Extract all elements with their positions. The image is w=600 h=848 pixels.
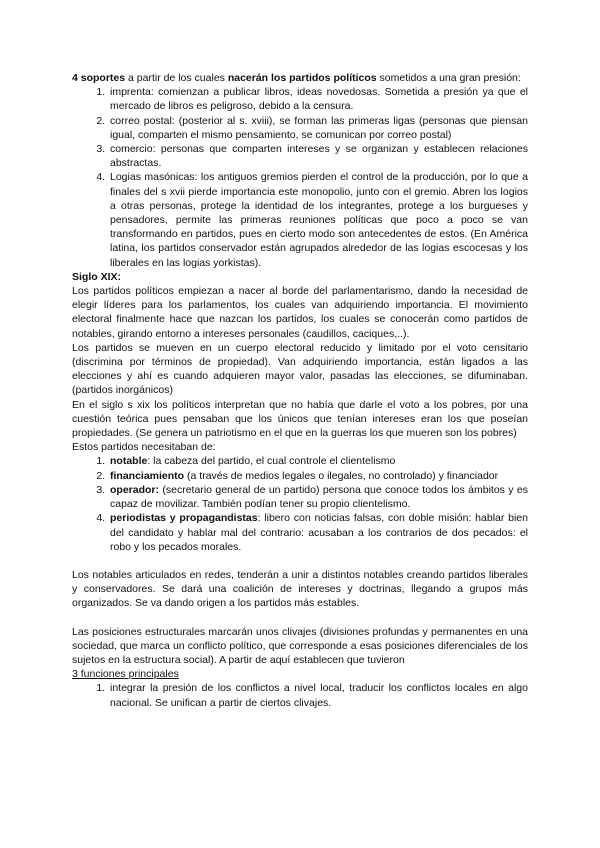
necesidad-term: periodistas y propagandistas: [110, 512, 258, 525]
necesidad-text: (secretario general de un partido) persona que conoce todos los ámbitos y es capaz de movilizar. También podían tener su propio clientelismo.: [110, 483, 528, 511]
funciones-heading: 3 funciones principales: [72, 668, 179, 681]
spacer: [72, 554, 528, 568]
spacer: [72, 611, 528, 625]
notables-paragraph: Los notables articulados en redes, tenderán a unir a distintos notables creando partidos liberales y conservadores. Se dará una coalición de intereses y doctrinas, llegando a grupos más organizados. Se va dando origen a los partidos más estables.: [72, 568, 528, 610]
funcion-item: 1. integrar la presión de los conflictos a nivel local, traducir los conflictos locales en algo nacional. Se unifican a partir de ciertos clivajes.: [108, 681, 528, 709]
siglo-paragraph-3: En el siglo s xix los políticos interpretan que no había que darle el voto a los pobres, por una cuestión teórica pues pensaban que los únicos que tenían intereses eran los que poseían propiedades. (Se genera un patriotismo en el que en la guerras los que mueren son los pobres): [72, 398, 528, 440]
intro-bold-phrase: nacerán los partidos políticos: [227, 72, 377, 84]
siglo-heading: Siglo XIX:: [72, 270, 122, 283]
clivajes-paragraph: Las posiciones estructurales marcarán unos clivajes (divisiones profundas y permanentes en una sociedad, que marca un conflicto político, que corresponde a esas posiciones diferenciales de los sujetos en la estructura social). A partir de aquí establecen que tuvieron: [72, 625, 528, 666]
necesidad-text: (a través de medios legales o ilegales, no controlado) y financiador: [184, 469, 499, 482]
soportes-list: [72, 85, 528, 270]
necesidad-term: notable: [110, 455, 148, 468]
necesidad-item: [108, 483, 528, 511]
intro-lead-bold: 4 soportes: [72, 72, 126, 84]
siglo-paragraph-2: Los partidos se mueven en un cuerpo electoral reducido y limitado por el voto censitario (discrimina por términos de propiedad). Van adquiriendo importancia, están ligados a las elecciones y ahí es cuando adquieren mayor valor, pasadas las elecciones, se difuminaban. (partidos inorgánicos): [72, 341, 528, 397]
necesidad-item: [108, 469, 528, 483]
soporte-item: 4. Logias masónicas: los antiguos gremios pierden el control de la producción, por lo que a finales del s xvii pierde importancia este monopolio, junto con el gremio. Abren los logios a otras personas, protege la identidad de los integrantes, protege a los burgueses y pensadores, permite las primeras reuniones políticas que poco a poco se van transformando en partidos, pues en cierto modo son antecedentes de estos. (En América latina, los partidos conservador están agrupados alrededor de las logias escocesas y los liberales en las logias yorkistas).: [108, 170, 528, 269]
necesidad-text: : la cabeza del partido, el cual controle el clientelismo: [147, 455, 396, 468]
siglo-paragraph-1: Los partidos políticos empiezan a nacer al borde del parlamentarismo, dando la necesidad de elegir líderes para los parlamentos, los cuales van adquiriendo importancia. El movimiento electoral finalmente hace que nazcan los partidos, los cuales se conocerán como partidos de notables, girando entorno a intereses personales (caudillos, caciques,..).: [72, 285, 528, 340]
document-page: [72, 71, 528, 710]
soporte-item: 2. correo postal: (posterior al s. xviii), se forman las primeras ligas (personas que piensan igual, comparten el mismo pensamiento, se comunican por correo postal): [108, 114, 528, 142]
necesidad-term: operador:: [110, 483, 160, 496]
intro-mid: a partir de los cuales: [125, 72, 228, 84]
soporte-item: 1. imprenta: comienzan a publicar libros, ideas novedosas. Sometida a presión ya que el mercado de libros es peligroso, debido a la censura.: [108, 85, 528, 113]
necesidad-term: financiamiento: [110, 469, 185, 482]
necesitaban-intro: Estos partidos necesitaban de:: [72, 441, 216, 454]
funciones-list: [72, 681, 528, 709]
intro-tail: sometidos a una gran presión:: [376, 72, 521, 84]
necesidad-item: [108, 511, 528, 554]
soporte-item: 3. comercio: personas que comparten intereses y se organizan y establecen relaciones abstractas.: [108, 142, 528, 170]
necesidad-text: : libero con noticias falsas, con doble misión: hablar bien del candidato y hablar mal del contrario: acusaban a los contrarios de dos pecados: el robo y los pecados morales.: [110, 512, 528, 553]
necesidad-item: [108, 454, 528, 468]
necesidades-list: [72, 454, 528, 553]
intro-paragraph: [72, 71, 528, 85]
